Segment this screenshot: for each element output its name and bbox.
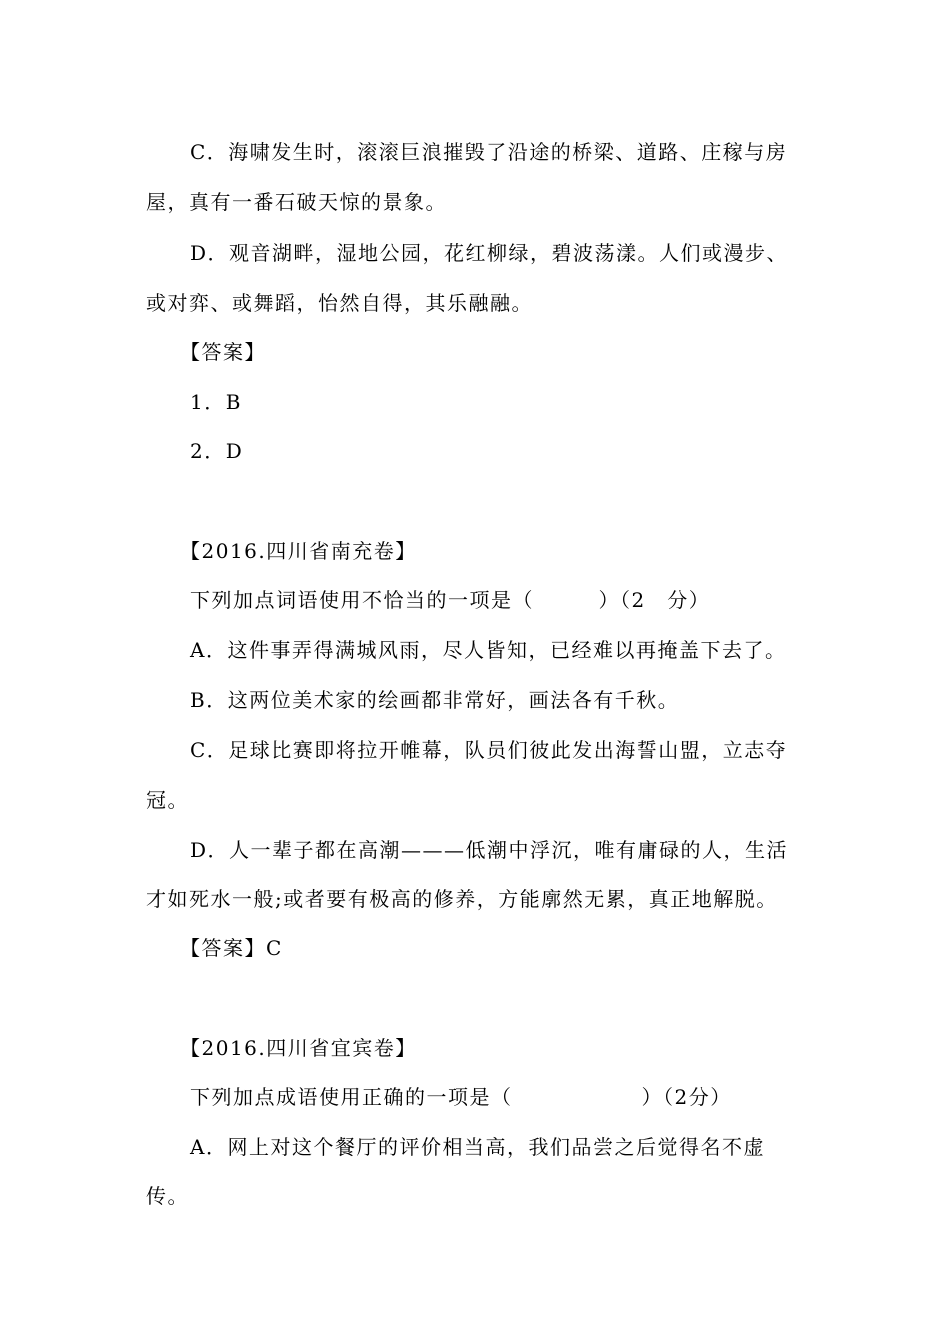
option-d-line-1: D．观音湖畔，湿地公园，花红柳绿，碧波荡漾。人们或漫步、 bbox=[190, 241, 789, 265]
option-c-line-2: 冠。 bbox=[146, 788, 189, 812]
option-a-line-1: A．网上对这个餐厅的评价相当高，我们品尝之后觉得名不虚 bbox=[190, 1135, 765, 1159]
question-nanchong: 下列加点词语使用不恰当的一项是（ ）（2 分） bbox=[190, 588, 711, 612]
option-b: B．这两位美术家的绘画都非常好，画法各有千秋。 bbox=[190, 688, 680, 712]
option-a-line-2: 传。 bbox=[146, 1184, 189, 1208]
option-d-line-2: 或对弈、或舞蹈，怡然自得，其乐融融。 bbox=[146, 291, 533, 315]
option-c-line-1: C．海啸发生时，滚滚巨浪摧毁了沿途的桥梁、道路、庄稼与房 bbox=[190, 140, 788, 164]
answer-nanchong: 【答案】C bbox=[180, 936, 283, 960]
answer-label: 【答案】 bbox=[180, 340, 266, 364]
option-c-line-2: 屋，真有一番石破天惊的景象。 bbox=[146, 190, 447, 214]
question-yibin: 下列加点成语使用正确的一项是（ ）（2分） bbox=[190, 1085, 732, 1109]
section-source-yibin: 【2016.四川省宜宾卷】 bbox=[180, 1036, 417, 1060]
answer-item-1: 1．B bbox=[190, 390, 242, 414]
answer-item-2: 2．D bbox=[190, 439, 244, 463]
option-d-line-1: D．人一辈子都在高潮———低潮中浮沉，唯有庸碌的人，生活 bbox=[190, 838, 789, 862]
option-a: A．这件事弄得满城风雨，尽人皆知，已经难以再掩盖下去了。 bbox=[190, 638, 787, 662]
section-source-nanchong: 【2016.四川省南充卷】 bbox=[180, 539, 417, 563]
option-c-line-1: C．足球比赛即将拉开帷幕，队员们彼此发出海誓山盟，立志夺 bbox=[190, 738, 788, 762]
option-d-line-2: 才如死水一般;或者要有极高的修养，方能廓然无累，真正地解脱。 bbox=[146, 887, 778, 911]
